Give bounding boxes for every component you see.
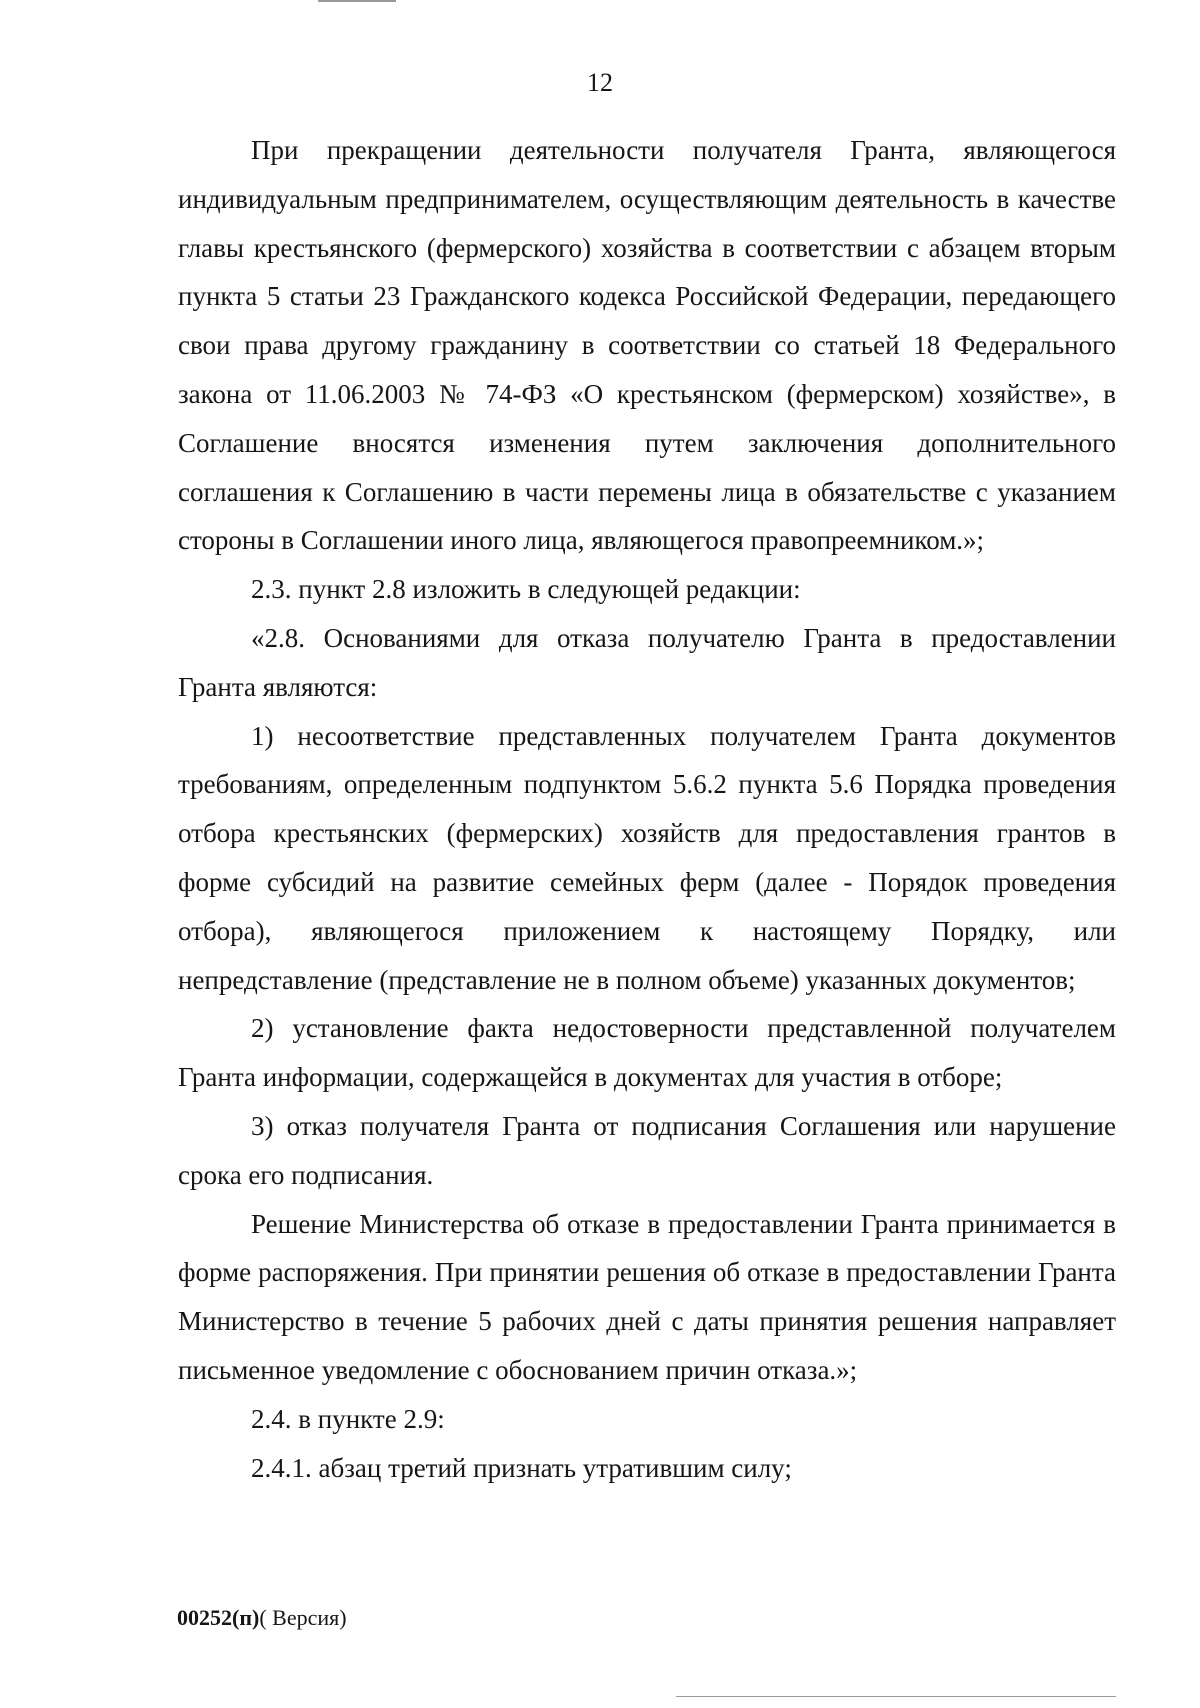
paragraph-refusal-decision: Решение Министерства об отказе в предоставлении Гранта принимается в форме распоряжения. При принятии решения об отказе в предоставлении Гранта Министерство в течение 5 рабочих дней с даты принятия решения направляет письменное уведомление с обоснованием причин отказа.»; [178,1208,1116,1385]
footer-version: ( Версия) [259,1605,347,1630]
paragraph-2-4: 2.4. в пункте 2.9: [251,1403,445,1434]
scan-mark-bottom [676,1696,1116,1697]
paragraph-2-4-1: 2.4.1. абзац третий признать утратившим силу; [251,1452,792,1483]
paragraph-2-8-item-1: 1) несоответствие представленных получателем Гранта документов требованиям, определенным подпунктом 5.6.2 пункта 5.6 Порядка проведения отбора крестьянских (фермерских) хозяйств для предоставления грантов в форме субсидий на развитие семейных ферм (далее - Порядок проведения отбора), являющегося приложением к настоящему Порядку, или непредставление (представление не в полном объеме) указанных документов; [178,720,1116,995]
document-body [178,126,1116,1492]
page-number: 12 [587,68,613,97]
scan-mark-top [318,0,396,2]
paragraph-termination-of-activity: При прекращении деятельности получателя Гранта, являющегося индивидуальным предпринимателем, осуществляющим деятельность в качестве главы крестьянского (фермерского) хозяйства в соответствии с абзацем вторым пункта 5 статьи 23 Гражданского кодекса Российской Федерации, передающего свои права другому гражданину в соответствии со статьей 18 Федерального закона от 11.06.2003 № 74-ФЗ «О крестьянском (фермерском) хозяйстве», в Соглашение вносятся изменения путем заключения дополнительного соглашения к Соглашению в части перемены лица в обязательстве с указанием стороны в Соглашении иного лица, являющегося правопреемником.»; [178,135,1116,556]
paragraph-2-8-item-2: 2) установление факта недостоверности представленной получателем Гранта информации, содержащейся в документах для участия в отборе; [178,1013,1116,1093]
footer-document-code [177,1604,347,1632]
footer-code: 00252(п) [177,1605,260,1630]
paragraph-2-8-intro: «2.8. Основаниями для отказа получателю Гранта в предоставлении Гранта являются: [178,622,1116,702]
paragraph-2-3: 2.3. пункт 2.8 изложить в следующей редакции: [251,574,801,605]
paragraph-2-8-item-3: 3) отказ получателя Гранта от подписания Соглашения или нарушение срока его подписания. [178,1110,1116,1190]
